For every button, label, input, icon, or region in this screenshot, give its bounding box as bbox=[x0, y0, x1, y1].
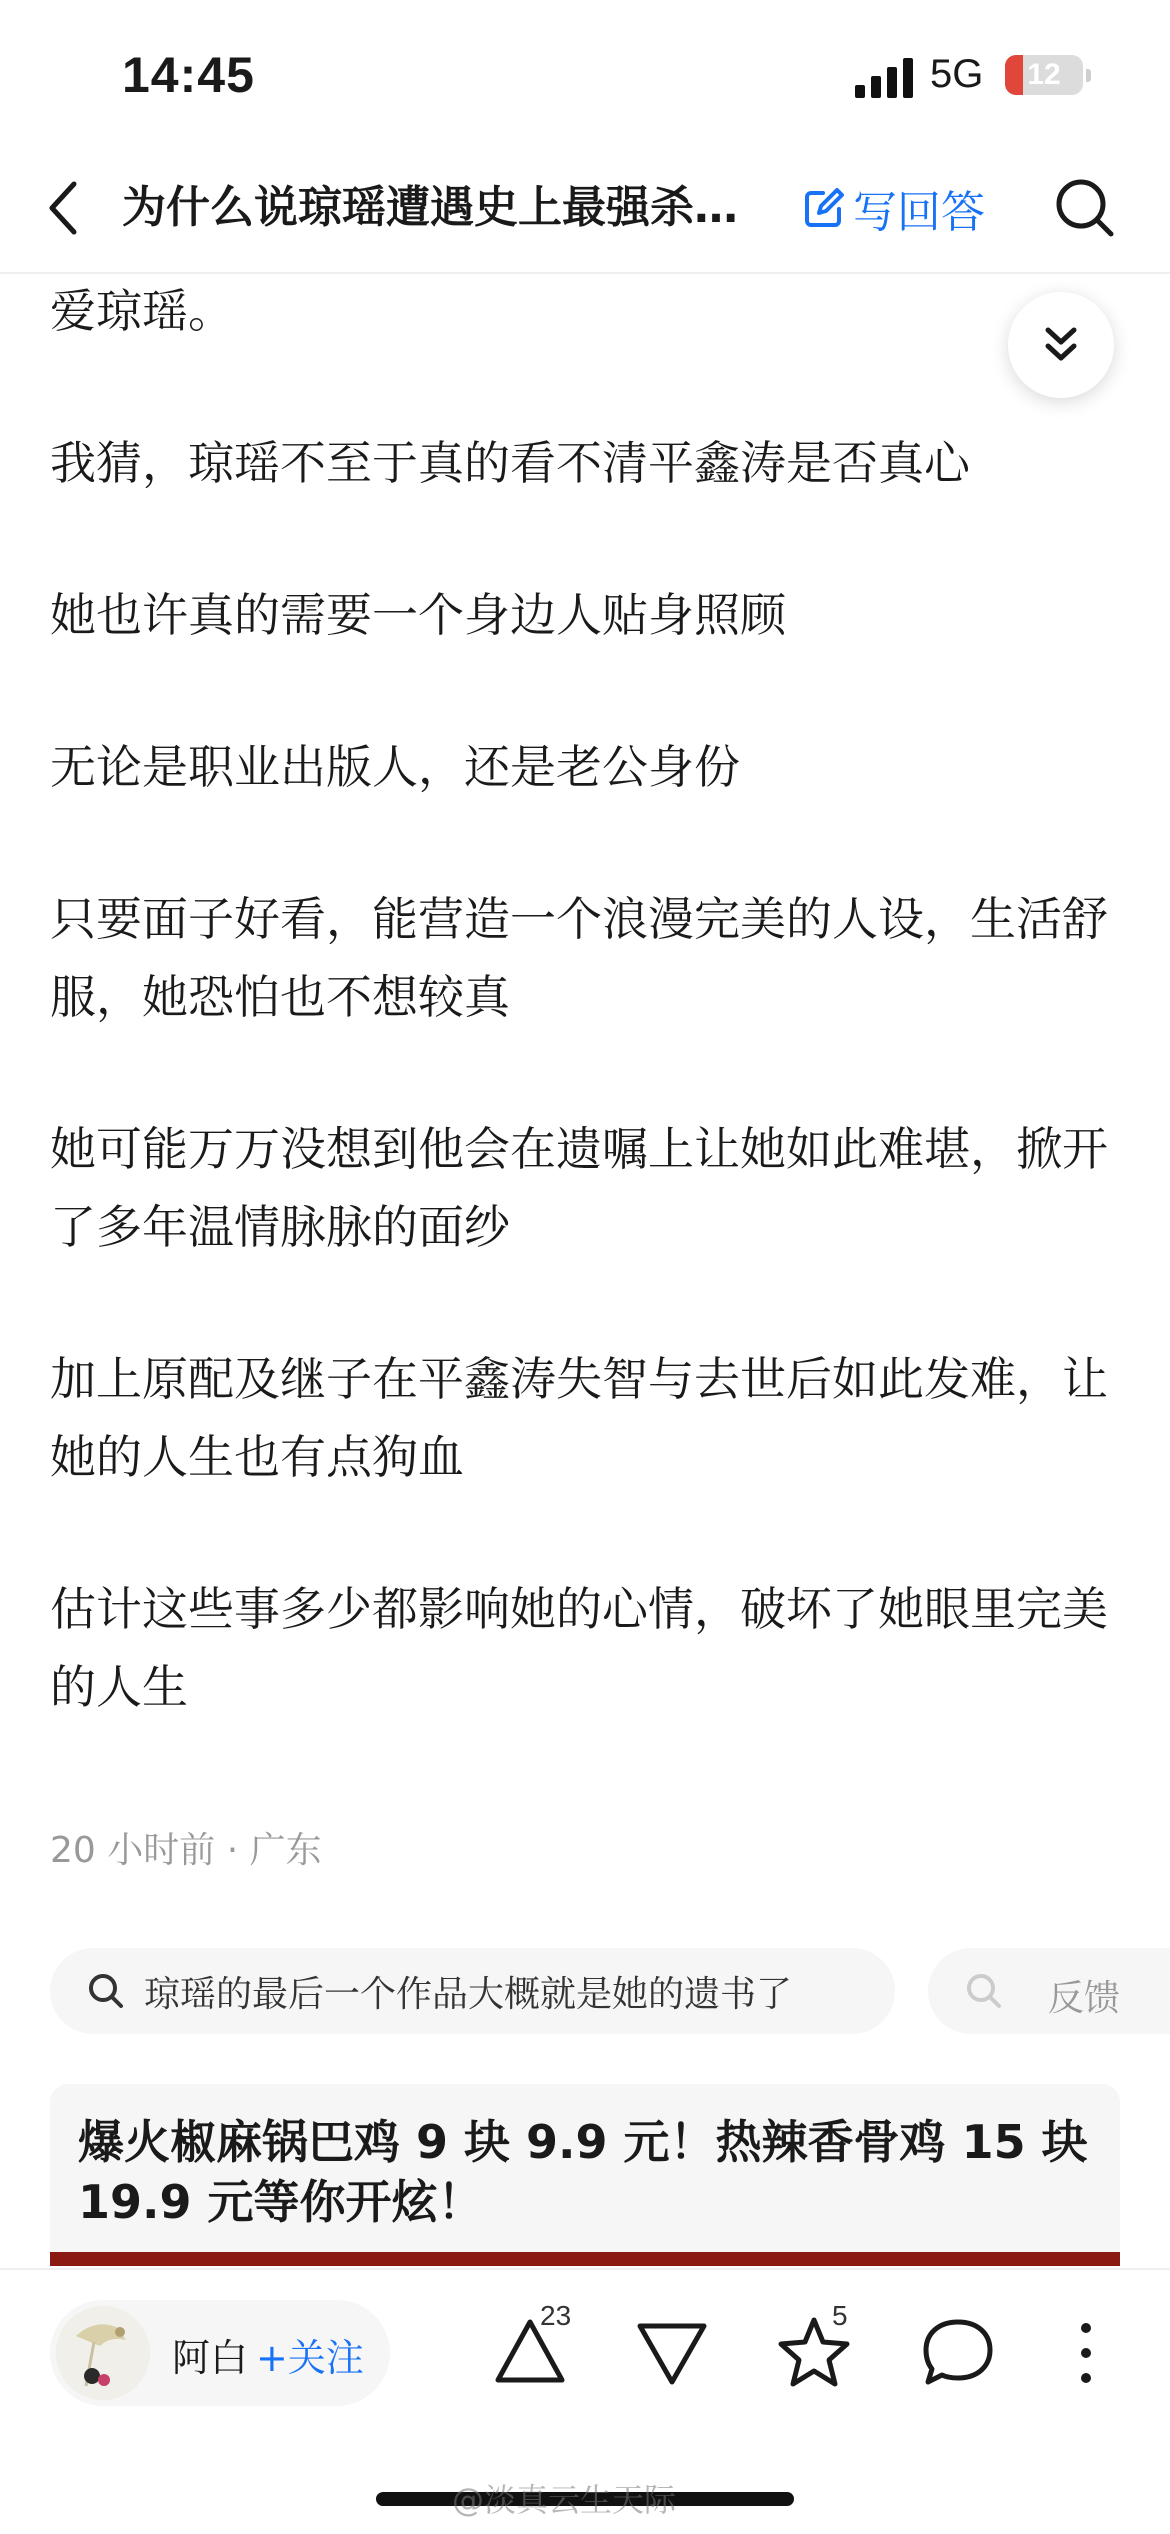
related-search-text: 琼瑶的最后一个作品大概就是她的遗书了 bbox=[144, 1973, 793, 2015]
avatar-image bbox=[56, 2306, 150, 2400]
collapse-button[interactable] bbox=[1008, 292, 1114, 398]
author-name: 阿白 bbox=[172, 2336, 249, 2380]
search-icon bbox=[86, 1971, 126, 2011]
answer-meta: 20 小时前 · 广东 bbox=[50, 1830, 322, 1871]
answer-paragraph: 我猜，琼瑶不至于真的看不清平鑫涛是否真心 bbox=[50, 436, 970, 490]
feedback-link[interactable]: 反馈 bbox=[1048, 1978, 1121, 2019]
network-type: 5G bbox=[930, 52, 984, 96]
author-pill[interactable] bbox=[50, 2300, 390, 2406]
write-answer-label: 写回答 bbox=[853, 187, 985, 238]
ad-image[interactable] bbox=[50, 2252, 1120, 2266]
favorite-count: 5 bbox=[832, 2300, 848, 2331]
answer-content bbox=[50, 272, 1120, 1800]
answer-paragraph: 加上原配及继子在平鑫涛失智与去世后如此发难，让她的人生也有点狗血 bbox=[50, 1352, 1108, 1484]
answer-paragraph: 她也许真的需要一个身边人贴身照顾 bbox=[50, 588, 786, 642]
avatar[interactable] bbox=[56, 2306, 150, 2400]
status-bar bbox=[0, 0, 1170, 150]
nav-bar bbox=[0, 150, 1170, 274]
follow-button[interactable]: +关注 bbox=[256, 2336, 364, 2380]
answer-paragraph: 她可能万万没想到他会在遗嘱上让她如此难堪，掀开了多年温情脉脉的面纱 bbox=[50, 1122, 1108, 1254]
question-title[interactable]: 为什么说琼瑶遭遇史上最强杀… bbox=[122, 182, 738, 233]
ad-title: 爆火椒麻锅巴鸡 9 块 9.9 元！热辣香骨鸡 15 块 19.9 元等你开炫！ bbox=[78, 2115, 1088, 2229]
more-icon[interactable] bbox=[1066, 2318, 1106, 2388]
related-search-chip[interactable] bbox=[50, 1948, 895, 2034]
collapse-icon bbox=[1008, 292, 1114, 398]
battery-tip bbox=[1086, 69, 1091, 82]
back-icon[interactable] bbox=[44, 178, 84, 238]
signal-icon bbox=[855, 58, 915, 98]
search-icon[interactable] bbox=[1053, 176, 1117, 240]
comment-icon[interactable] bbox=[918, 2312, 998, 2392]
write-answer-button[interactable] bbox=[803, 178, 985, 238]
downvote-icon[interactable] bbox=[632, 2312, 712, 2392]
answer-paragraph: 无论是职业出版人，还是老公身份 bbox=[50, 740, 740, 794]
battery-icon bbox=[1005, 55, 1083, 95]
answer-paragraph: 估计这些事多少都影响她的心情，破坏了她眼里完美的人生 bbox=[50, 1582, 1108, 1714]
edit-icon bbox=[803, 187, 845, 229]
answer-paragraph: 爱琼瑶。 bbox=[50, 284, 234, 338]
search-icon bbox=[964, 1971, 1004, 2011]
answer-paragraph: 只要面子好看，能营造一个浪漫完美的人设，生活舒服，她恐怕也不想较真 bbox=[50, 892, 1108, 1024]
ad-card[interactable] bbox=[50, 2084, 1120, 2264]
status-time: 14:45 bbox=[122, 47, 255, 103]
upvote-count: 23 bbox=[540, 2300, 572, 2331]
battery-level: 12 bbox=[1027, 58, 1061, 91]
watermark: @淡真云生天际 bbox=[452, 2481, 677, 2519]
